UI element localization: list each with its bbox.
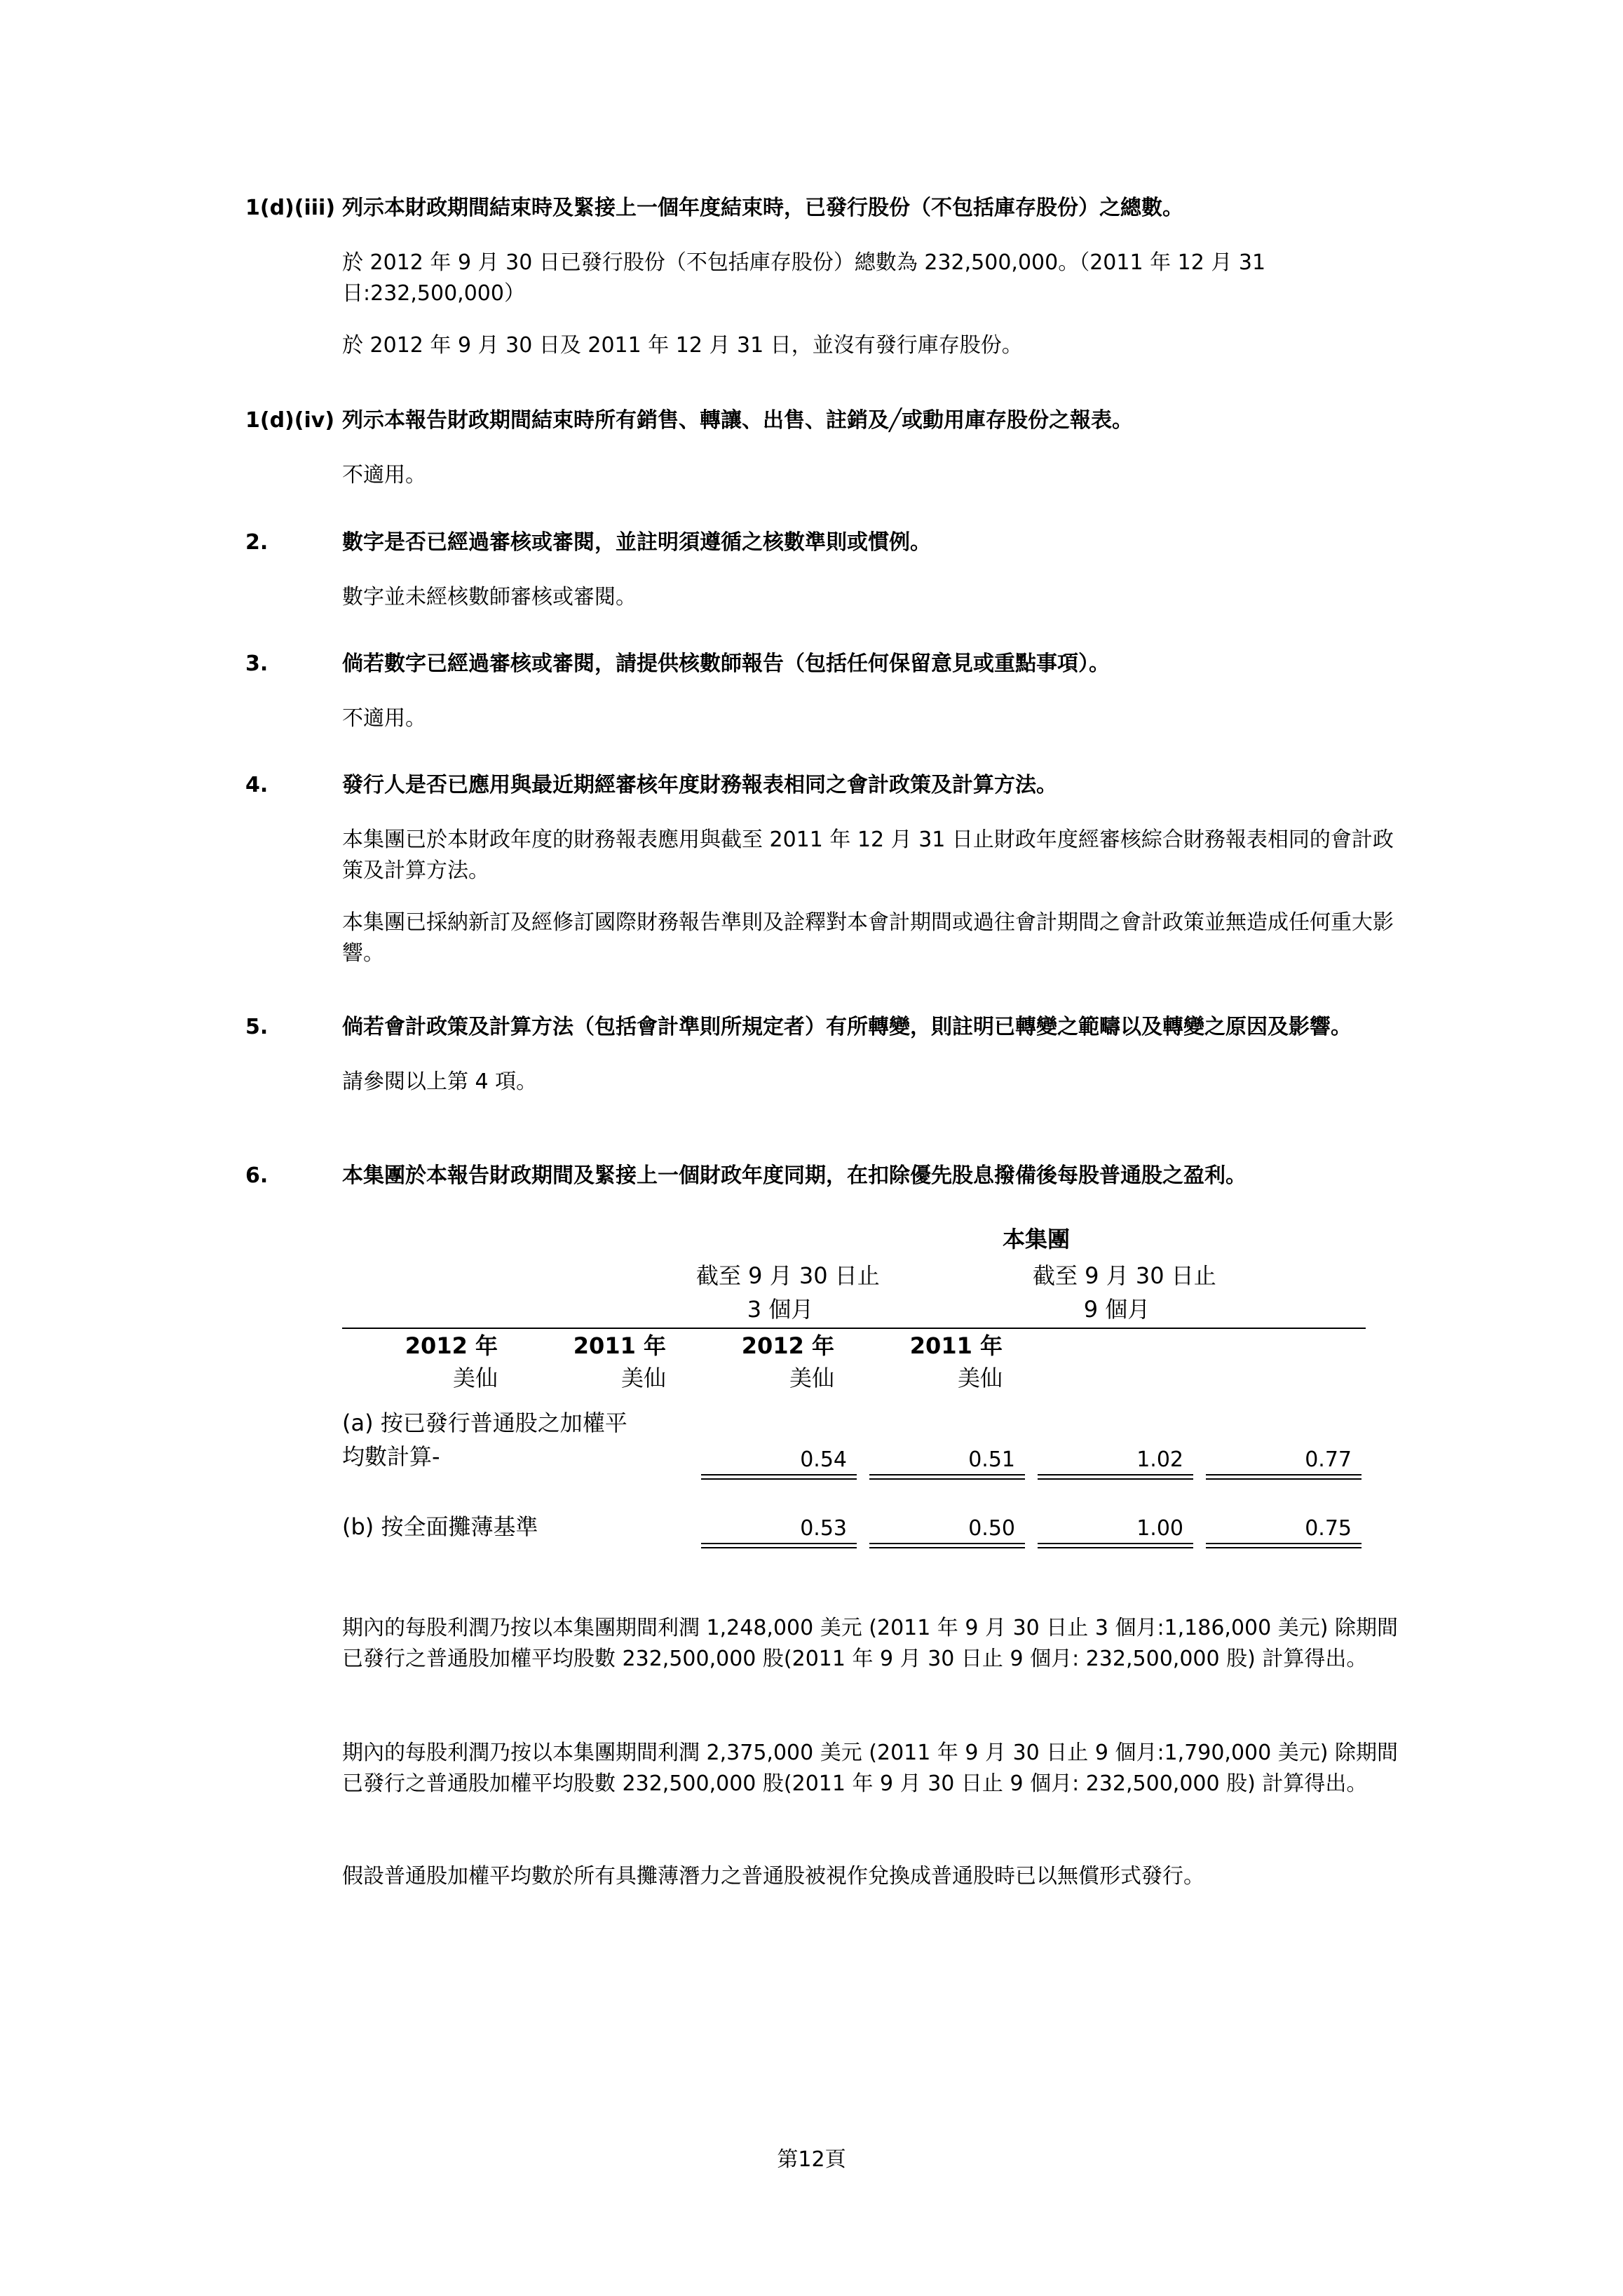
section-5 — [245, 1012, 1409, 1098]
year-2012-9m: 2012 年 — [741, 1332, 834, 1359]
year-2012-3m: 2012 年 — [405, 1332, 498, 1359]
section-4 — [245, 770, 1409, 969]
double-underline — [701, 1474, 857, 1480]
paragraph: 本集團已於本財政年度的財務報表應用與截至 2011 年 12 月 31 日止財政年度經審核綜合財務報表相同的會計政策及計算方法。 — [342, 828, 1394, 883]
unit-label: 美仙 — [957, 1365, 1003, 1391]
unit-label: 美仙 — [789, 1365, 834, 1391]
section-number: 4. — [245, 773, 269, 797]
section-2 — [245, 527, 1409, 613]
eps-note-9m: 期內的每股利潤乃按以本集團期間利潤 2,375,000 美元 (2011 年 9 月 30 日止 9 個月:1,790,000 美元) 除期間已發行之普通股加權平均股數 232,500,000 股(2011 年 9 月 30 日止 9 個月: 232,500,000 股) 計算得出。 — [342, 1741, 1399, 1796]
double-underline — [701, 1543, 857, 1548]
double-underline — [1038, 1543, 1193, 1548]
section-1div — [245, 405, 1409, 491]
row-b-value-2012-3m: 0.53 — [800, 1516, 847, 1541]
paragraph: 請參閱以上第 4 項。 — [342, 1069, 538, 1094]
unit-label: 美仙 — [620, 1365, 666, 1391]
double-underline — [869, 1543, 1025, 1548]
header-rule — [342, 1328, 1366, 1329]
section-number: 1(d)(iii) — [245, 196, 336, 220]
section-title: 數字是否已經過審核或審閱，並註明須遵循之核數準則或慣例。 — [342, 530, 931, 555]
group-header: 本集團 — [1002, 1226, 1070, 1252]
year-2011-9m: 2011 年 — [909, 1332, 1003, 1359]
row-b-value-2011-3m: 0.50 — [968, 1516, 1015, 1541]
section-number: 5. — [245, 1015, 269, 1039]
paragraph: 本集團已採納新訂及經修訂國際財務報告準則及詮釋對本會計期間或過往會計期間之會計政策並無造成任何重大影響。 — [342, 910, 1394, 966]
paragraph: 數字並未經核數師審核或審閱。 — [342, 585, 637, 609]
row-b-label: (b) 按全面攤薄基準 — [342, 1513, 538, 1540]
section-1diii — [245, 193, 1409, 361]
section-6 — [245, 1161, 1409, 1191]
paragraph: 於 2012 年 9 月 30 日已發行股份（不包括庫存股份）總數為 232,500,000。（2011 年 12 月 31 日:232,500,000） — [342, 250, 1266, 306]
paragraph: 於 2012 年 9 月 30 日及 2011 年 12 月 31 日，並沒有發行庫存股份。 — [342, 333, 1023, 358]
row-a-value-2012-9m: 1.02 — [1136, 1447, 1183, 1472]
double-underline — [1206, 1474, 1361, 1480]
section-number: 1(d)(iv) — [245, 408, 335, 433]
paragraph: 不適用。 — [342, 706, 426, 731]
eps-table — [342, 1224, 1366, 1560]
section-number: 6. — [245, 1163, 269, 1188]
double-underline — [1038, 1474, 1193, 1480]
row-a-value-2011-3m: 0.51 — [968, 1447, 1015, 1472]
double-underline — [1206, 1543, 1361, 1548]
year-2011-3m: 2011 年 — [573, 1332, 666, 1359]
eps-note-3m: 期內的每股利潤乃按以本集團期間利潤 1,248,000 美元 (2011 年 9 月 30 日止 3 個月:1,186,000 美元) 除期間已發行之普通股加權平均股數 232,500,000 股(2011 年 9 月 30 日止 9 個月: 232,500,000 股) 計算得出。 — [342, 1616, 1399, 1671]
period-length-9m: 9 個月 — [1083, 1296, 1150, 1323]
row-a-value-2011-9m: 0.77 — [1305, 1447, 1352, 1472]
period-header-9m: 截至 9 月 30 日止 — [1033, 1262, 1216, 1289]
page-number: 第12頁 — [777, 2147, 846, 2172]
section-title: 列示本財政期間結束時及緊接上一個年度結束時，已發行股份（不包括庫存股份）之總數。 — [342, 196, 1183, 220]
section-number: 3. — [245, 651, 269, 676]
section-title: 列示本報告財政期間結束時所有銷售、轉讓、出售、註銷及╱或動用庫存股份之報表。 — [342, 408, 1134, 433]
period-header-3m: 截至 9 月 30 日止 — [696, 1262, 880, 1289]
section-title: 本集團於本報告財政期間及緊接上一個財政年度同期，在扣除優先股息撥備後每股普通股之盈利。 — [342, 1163, 1247, 1188]
row-a-label-line1: (a) 按已發行普通股之加權平 — [342, 1410, 627, 1436]
row-a-value-2012-3m: 0.54 — [800, 1447, 847, 1472]
row-b-value-2011-9m: 0.75 — [1305, 1516, 1352, 1541]
dilution-note: 假設普通股加權平均數於所有具攤薄潛力之普通股被視作兌換成普通股時已以無償形式發行。 — [342, 1864, 1204, 1889]
section-title: 倘若會計政策及計算方法（包括會計準則所規定者）有所轉變，則註明已轉變之範疇以及轉變之原因及影響。 — [342, 1015, 1352, 1039]
row-b-value-2012-9m: 1.00 — [1136, 1516, 1183, 1541]
section-3 — [245, 649, 1409, 734]
double-underline — [869, 1474, 1025, 1480]
unit-label: 美仙 — [452, 1365, 498, 1391]
paragraph: 不適用。 — [342, 463, 426, 487]
row-a-label-line2: 均數計算- — [342, 1443, 440, 1470]
period-length-3m: 3 個月 — [747, 1296, 814, 1323]
section-number: 2. — [245, 530, 269, 555]
section-title: 倘若數字已經過審核或審閱，請提供核數師報告（包括任何保留意見或重點事項）。 — [342, 651, 1110, 676]
section-title: 發行人是否已應用與最近期經審核年度財務報表相同之會計政策及計算方法。 — [342, 773, 1057, 797]
